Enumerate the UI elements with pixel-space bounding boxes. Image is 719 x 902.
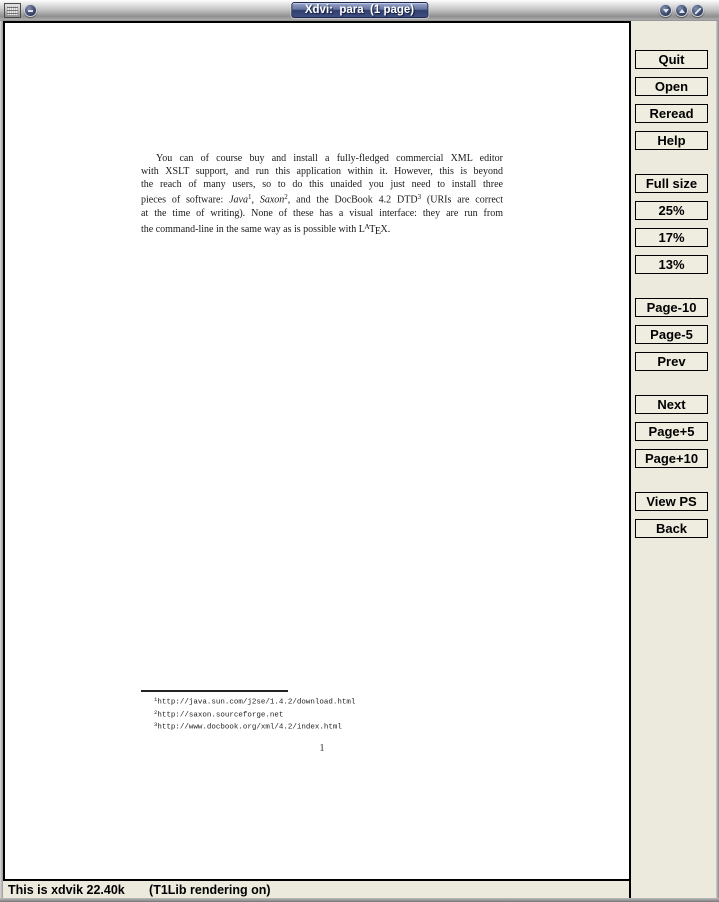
titlebar[interactable] bbox=[0, 0, 719, 21]
titlebar-close-button[interactable] bbox=[691, 4, 704, 17]
button-group bbox=[631, 298, 716, 371]
button-page-10[interactable]: Page-10 bbox=[635, 298, 708, 317]
chevron-down-icon bbox=[663, 9, 669, 16]
button-13pct[interactable]: 13% bbox=[635, 255, 708, 274]
latex-logo: $L^ATEX$ bbox=[358, 221, 388, 237]
footnote: $^3$http://www.docbook.org/xml/4.2/index.html bbox=[154, 721, 342, 732]
footnotes bbox=[141, 695, 355, 733]
button-reread[interactable]: Reread bbox=[635, 104, 708, 123]
titlebar-lower-button[interactable] bbox=[659, 4, 672, 17]
button-17pct[interactable]: 17% bbox=[635, 228, 708, 247]
paragraph-line: You can of course buy and install a fully-fledged commercial XML editor bbox=[156, 153, 503, 164]
button-back[interactable]: Back bbox=[635, 519, 708, 538]
footnote-rule bbox=[141, 690, 288, 692]
footnote-url: http://java.sun.com/j2se/1.4.2/download.html bbox=[157, 698, 356, 707]
paragraph-line: with XSLT support, and run this application within it. However, this is beyond bbox=[141, 166, 503, 178]
titlebar-menu-button[interactable] bbox=[24, 4, 37, 17]
xdvi-app-icon bbox=[4, 3, 21, 18]
status-text: This is xdvik 22.40k (T1Lib rendering on) bbox=[8, 882, 271, 897]
paragraph-line: at the time of writing). None of these has a visual interface: they are run from bbox=[141, 207, 503, 219]
footnote: $^2$http://saxon.sourceforge.net bbox=[154, 708, 284, 719]
window-title: Xdvi: para (1 page) bbox=[291, 2, 428, 18]
button-help[interactable]: Help bbox=[635, 131, 708, 150]
button-sidebar bbox=[631, 21, 716, 898]
footnote: $^1$http://java.sun.com/j2se/1.4.2/download.html bbox=[154, 696, 356, 707]
window-frame-bottom bbox=[0, 898, 719, 902]
button-open[interactable]: Open bbox=[635, 77, 708, 96]
button-page-plus-10[interactable]: Page+10 bbox=[635, 449, 708, 468]
titlebar-raise-button[interactable] bbox=[675, 4, 688, 17]
paragraph bbox=[141, 152, 503, 238]
button-view-ps[interactable]: View PS bbox=[635, 492, 708, 511]
footnote-url: http://www.docbook.org/xml/4.2/index.html bbox=[157, 723, 342, 732]
chevron-up-icon bbox=[679, 6, 685, 13]
slash-icon bbox=[694, 7, 701, 14]
statusbar bbox=[3, 881, 631, 898]
button-group bbox=[631, 50, 716, 150]
button-full-size[interactable]: Full size bbox=[635, 174, 708, 193]
paragraph-line: the command-line in the same way as is possible with $L^ATEX$. bbox=[141, 221, 391, 237]
dash-icon bbox=[28, 10, 33, 12]
button-quit[interactable]: Quit bbox=[635, 50, 708, 69]
footnote-url: http://saxon.sourceforge.net bbox=[157, 711, 284, 719]
paragraph-line: pieces of software: Java$^1$, Saxon$^2$, and the DocBook 4.2 DTD$^3$ (URIs are correct bbox=[141, 193, 504, 206]
paragraph-line: the reach of many users, so to do this unaided you just need to install three bbox=[141, 179, 503, 191]
button-next[interactable]: Next bbox=[635, 395, 708, 414]
viewer-column bbox=[3, 21, 631, 898]
button-prev[interactable]: Prev bbox=[635, 352, 708, 371]
dvi-canvas[interactable] bbox=[3, 21, 631, 881]
button-group bbox=[631, 395, 716, 468]
window-frame-left bbox=[0, 21, 3, 902]
button-25pct[interactable]: 25% bbox=[635, 201, 708, 220]
button-page-plus-5[interactable]: Page+5 bbox=[635, 422, 708, 441]
button-group bbox=[631, 492, 716, 538]
button-page-5[interactable]: Page-5 bbox=[635, 325, 708, 344]
button-group bbox=[631, 174, 716, 274]
page-number: 1 bbox=[319, 743, 325, 754]
